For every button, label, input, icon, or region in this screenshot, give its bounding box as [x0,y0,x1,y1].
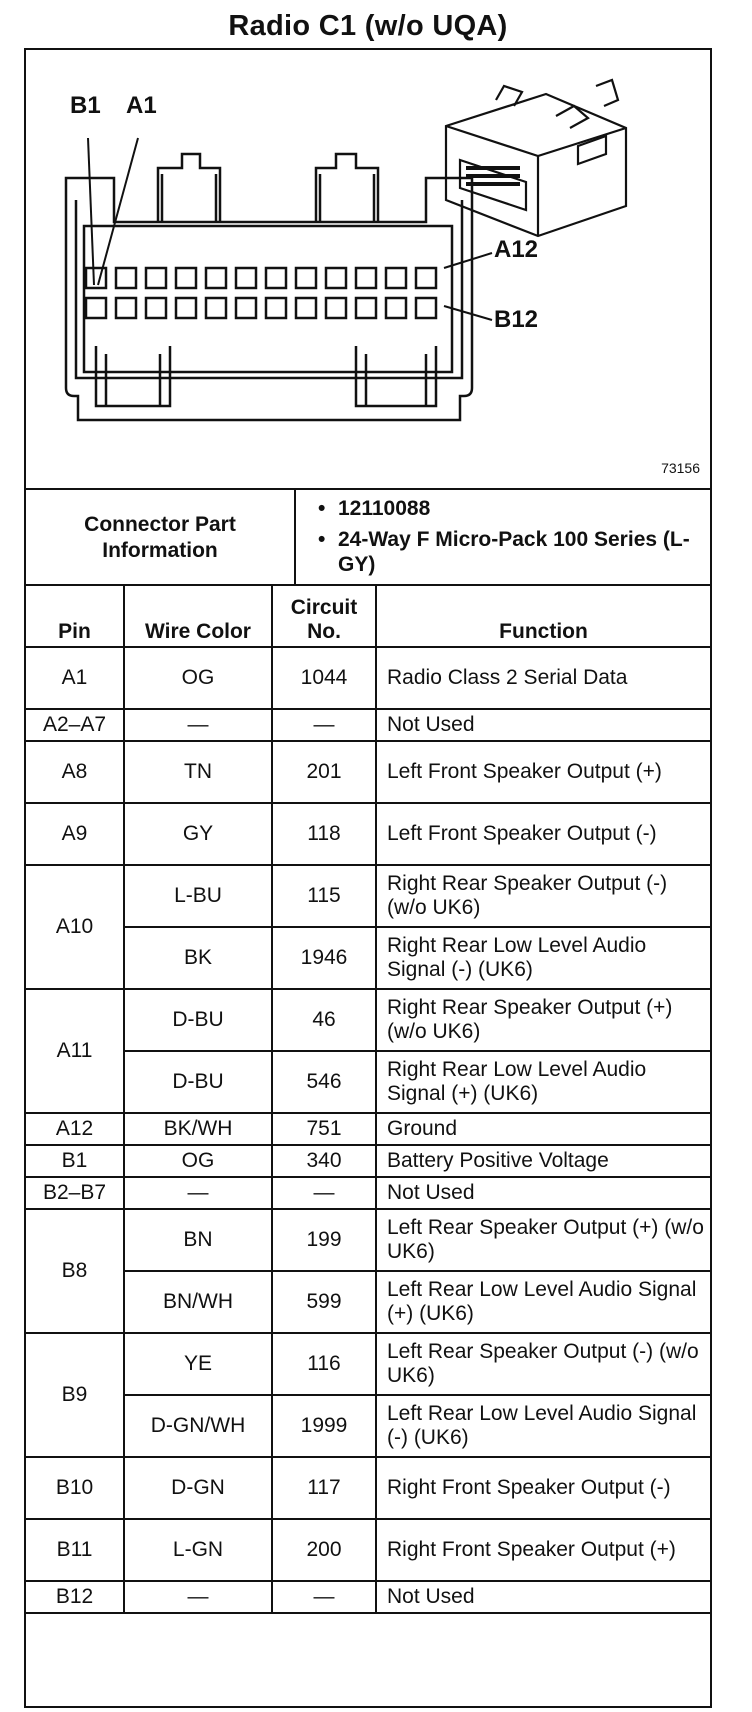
function-cell: Battery Positive Voltage [376,1145,710,1177]
pin-cavity [206,298,226,318]
wire-color-cell: — [124,1581,272,1613]
table-row [26,1519,710,1581]
pin-cavity [146,268,166,288]
pin-cell: A1 [26,647,124,709]
table-row [26,1209,710,1271]
table-row [26,709,710,741]
function-cell: Ground [376,1113,710,1145]
wire-color-cell: L-GN [124,1519,272,1581]
circuit-cell: 751 [272,1113,376,1145]
function-cell: Right Front Speaker Output (-) [376,1457,710,1519]
pin-cell: B9 [26,1333,124,1457]
pin-cavity [236,298,256,318]
pin-cavity [326,298,346,318]
wire-color-cell: D-BU [124,989,272,1051]
circuit-cell: 116 [272,1333,376,1395]
table-row [26,1581,710,1613]
function-cell: Left Rear Speaker Output (-) (w/o UK6) [376,1333,710,1395]
table-row [26,803,710,865]
wire-color-cell: D-BU [124,1051,272,1113]
circuit-cell: 118 [272,803,376,865]
function-cell: Right Rear Low Level Audio Signal (-) (UK6) [376,927,710,989]
function-cell: Right Rear Low Level Audio Signal (+) (UK6) [376,1051,710,1113]
table-row [26,865,710,927]
wire-color-cell: TN [124,741,272,803]
circuit-cell: 546 [272,1051,376,1113]
pin-cavity [176,298,196,318]
pin-cell: A12 [26,1113,124,1145]
connector-document [24,48,712,1708]
function-cell: Left Front Speaker Output (-) [376,803,710,865]
pin-cavity [206,268,226,288]
page-title: Radio C1 (w/o UQA) [228,10,508,42]
figure-number: 73156 [661,460,700,476]
circuit-cell: 117 [272,1457,376,1519]
pin-cavity [266,268,286,288]
table-row [26,647,710,709]
function-cell: Right Front Speaker Output (+) [376,1519,710,1581]
pin-cavity [386,268,406,288]
pin-cavity [146,298,166,318]
wire-color-cell: BN [124,1209,272,1271]
pin-cell: A11 [26,989,124,1113]
function-cell: Right Rear Speaker Output (+) (w/o UK6) [376,989,710,1051]
part-number: • 12110088 [314,496,704,521]
table-row [26,927,710,989]
pin-cell: B12 [26,1581,124,1613]
header-wire-color: Wire Color [124,586,272,647]
pin-cavity [356,268,376,288]
pin-cell: B11 [26,1519,124,1581]
wire-color-cell: BK/WH [124,1113,272,1145]
wire-color-cell: GY [124,803,272,865]
circuit-cell: — [272,1177,376,1209]
pin-cavity [386,298,406,318]
circuit-cell: 340 [272,1145,376,1177]
pin-table [26,586,710,1614]
table-row [26,1177,710,1209]
circuit-cell: 199 [272,1209,376,1271]
pin-cavity [116,268,136,288]
circuit-cell: — [272,1581,376,1613]
pin-cavity [416,268,436,288]
wire-color-cell: OG [124,1145,272,1177]
pin-cell: B1 [26,1145,124,1177]
table-row [26,1271,710,1333]
header-function: Function [376,586,710,647]
pin-cavity [266,298,286,318]
table-row [26,741,710,803]
pin-cavity [86,268,106,288]
function-cell: Left Rear Low Level Audio Signal (-) (UK6) [376,1395,710,1457]
label-a12: A12 [494,236,539,263]
wire-color-cell: — [124,1177,272,1209]
label-a1: A1 [126,92,157,119]
pin-cavity [236,268,256,288]
connector-isometric-cavities [466,166,520,186]
label-b12: B12 [494,306,539,333]
circuit-cell: — [272,709,376,741]
table-header-row [26,586,710,647]
pin-cavity [296,268,316,288]
function-cell: Left Front Speaker Output (+) [376,741,710,803]
header-circuit-no: Circuit No. [272,586,376,647]
connector-diagram [26,50,710,490]
wire-color-cell: D-GN/WH [124,1395,272,1457]
pin-cavity [296,298,316,318]
table-row [26,1457,710,1519]
connector-description: • 24-Way F Micro-Pack 100 Series (L-GY) [314,527,704,577]
connector-part-information [26,490,710,586]
wire-color-cell: YE [124,1333,272,1395]
function-cell: Right Rear Speaker Output (-) (w/o UK6) [376,865,710,927]
wire-color-cell: BK [124,927,272,989]
function-cell: Not Used [376,1177,710,1209]
function-cell: Not Used [376,709,710,741]
pin-cell: A10 [26,865,124,989]
wire-color-cell: BN/WH [124,1271,272,1333]
pin-cell: B8 [26,1209,124,1333]
pin-cell: B10 [26,1457,124,1519]
wire-color-cell: D-GN [124,1457,272,1519]
table-row [26,989,710,1051]
circuit-cell: 1999 [272,1395,376,1457]
table-row [26,1395,710,1457]
pin-cavity-grid [86,268,436,318]
pin-cavity [326,268,346,288]
header-pin: Pin [26,586,124,647]
wire-color-cell: OG [124,647,272,709]
divider [294,490,296,586]
function-cell: Not Used [376,1581,710,1613]
circuit-cell: 115 [272,865,376,927]
connector-info-list [314,496,704,583]
label-b1: B1 [70,92,101,119]
pin-cavity [356,298,376,318]
connector-info-label: Connector Part Information [84,513,236,562]
pin-cavity [416,298,436,318]
pin-cavity [116,298,136,318]
circuit-cell: 1946 [272,927,376,989]
pin-cell: A2–A7 [26,709,124,741]
table-row [26,1145,710,1177]
wire-color-cell: — [124,709,272,741]
circuit-cell: 1044 [272,647,376,709]
function-cell: Radio Class 2 Serial Data [376,647,710,709]
pin-cell: A8 [26,741,124,803]
circuit-cell: 201 [272,741,376,803]
table-row [26,1333,710,1395]
circuit-cell: 200 [272,1519,376,1581]
table-row [26,1051,710,1113]
pin-cavity [176,268,196,288]
circuit-cell: 46 [272,989,376,1051]
function-cell: Left Rear Speaker Output (+) (w/o UK6) [376,1209,710,1271]
function-cell: Left Rear Low Level Audio Signal (+) (UK6) [376,1271,710,1333]
pin-cavity [86,298,106,318]
pin-cell: A9 [26,803,124,865]
wire-color-cell: L-BU [124,865,272,927]
circuit-cell: 599 [272,1271,376,1333]
pin-cell: B2–B7 [26,1177,124,1209]
table-row [26,1113,710,1145]
